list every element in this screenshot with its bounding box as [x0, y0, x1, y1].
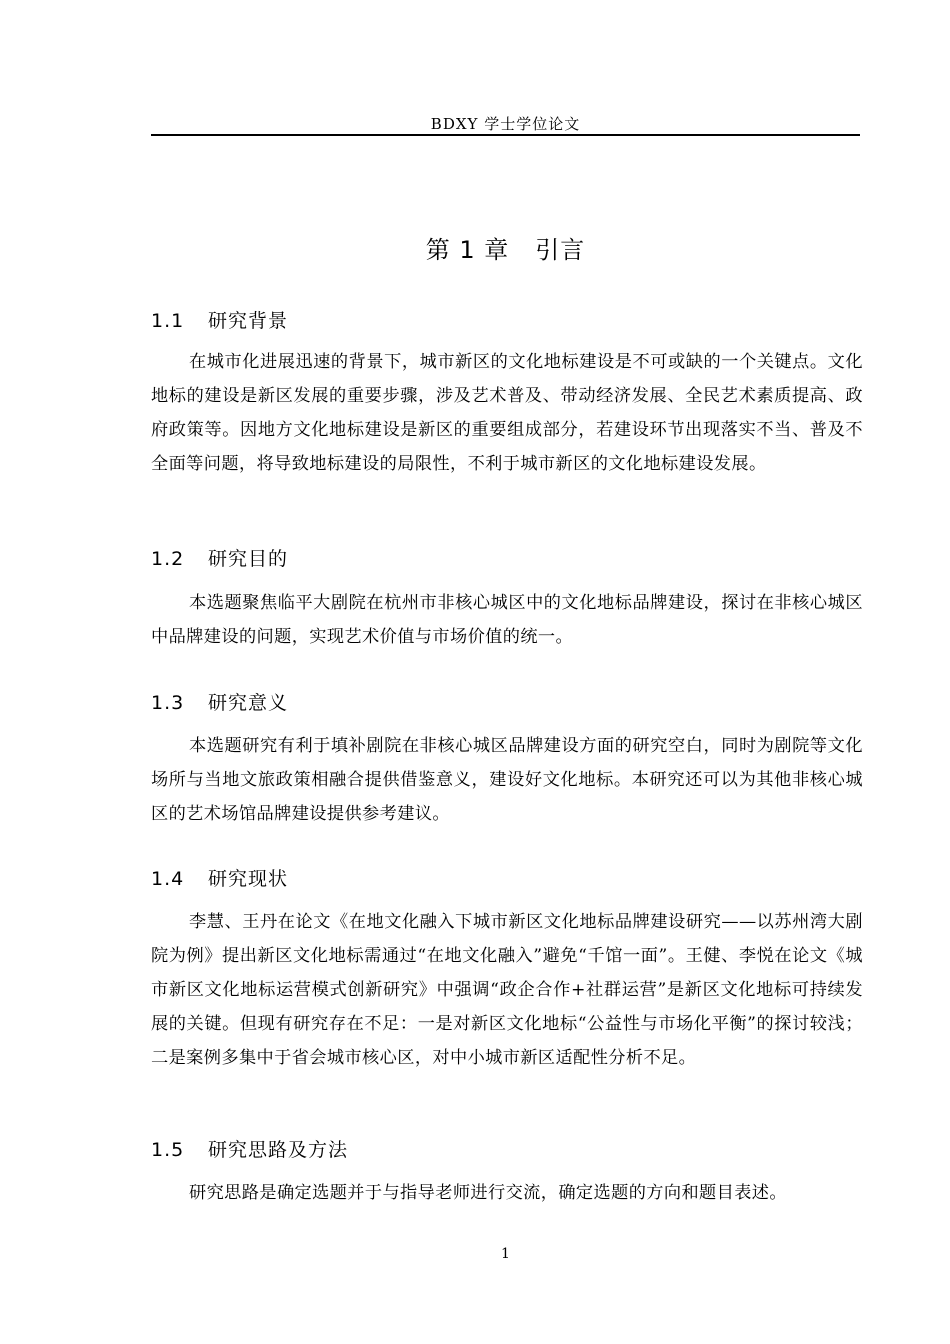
- section-title: 研究现状: [208, 868, 289, 890]
- chapter-number: 第 1 章: [425, 236, 510, 264]
- section-heading: [151, 308, 860, 334]
- header-rule: [151, 134, 860, 136]
- section-paragraph: 李慧、王丹在论文《在地文化融入下城市新区文化地标品牌建设研究——以苏州湾大剧院为例》提出新区文化地标需通过“在地文化融入”避免“千馆一面”。王健、李悦在论文《城市新区文化地标运营模式创新研究》中强调“政企合作+社群运营”是新区文化地标可持续发展的关键。但现有研究存在不足：一是对新区文化地标“公益性与市场化平衡”的探讨较浅；二是案例多集中于省会城市核心区，对中小城市新区适配性分析不足。: [151, 912, 863, 1068]
- page-number: 1: [501, 1246, 510, 1262]
- section-title: 研究思路及方法: [208, 1139, 349, 1161]
- section-paragraph: 研究思路是确定选题并于与指导老师进行交流，确定选题的方向和题目表述。: [189, 1183, 787, 1203]
- chapter-title: [151, 234, 860, 266]
- section-heading: [151, 866, 860, 892]
- section-heading: [151, 1137, 860, 1163]
- section-number: 1.2: [151, 548, 185, 570]
- section-paragraph: 在城市化进展迅速的背景下，城市新区的文化地标建设是不可或缺的一个关键点。文化地标的建设是新区发展的重要步骤，涉及艺术普及、带动经济发展、全民艺术素质提高、政府政策等。因地方文化地标建设是新区的重要组成部分，若建设环节出现落实不当、普及不全面等问题，将导致地标建设的局限性，不利于城市新区的文化地标建设发展。: [151, 352, 863, 474]
- section-title: 研究意义: [208, 692, 289, 714]
- section-title: 研究背景: [208, 310, 289, 332]
- running-header: BDXY 学士学位论文: [430, 115, 581, 133]
- section-paragraph: 本选题聚焦临平大剧院在杭州市非核心城区中的文化地标品牌建设，探讨在非核心城区中品牌建设的问题，实现艺术价值与市场价值的统一。: [151, 593, 863, 647]
- section-number: 1.4: [151, 868, 185, 890]
- section-paragraph: 本选题研究有利于填补剧院在非核心城区品牌建设方面的研究空白，同时为剧院等文化场所与当地文旅政策相融合提供借鉴意义，建设好文化地标。本研究还可以为其他非核心城区的艺术场馆品牌建设提供参考建议。: [151, 736, 863, 824]
- section-number: 1.5: [151, 1139, 185, 1161]
- section-title: 研究目的: [208, 548, 289, 570]
- section-number: 1.1: [151, 310, 185, 332]
- chapter-name: 引言: [535, 236, 586, 264]
- section-number: 1.3: [151, 692, 185, 714]
- section-heading: [151, 690, 860, 716]
- section-heading: [151, 546, 860, 572]
